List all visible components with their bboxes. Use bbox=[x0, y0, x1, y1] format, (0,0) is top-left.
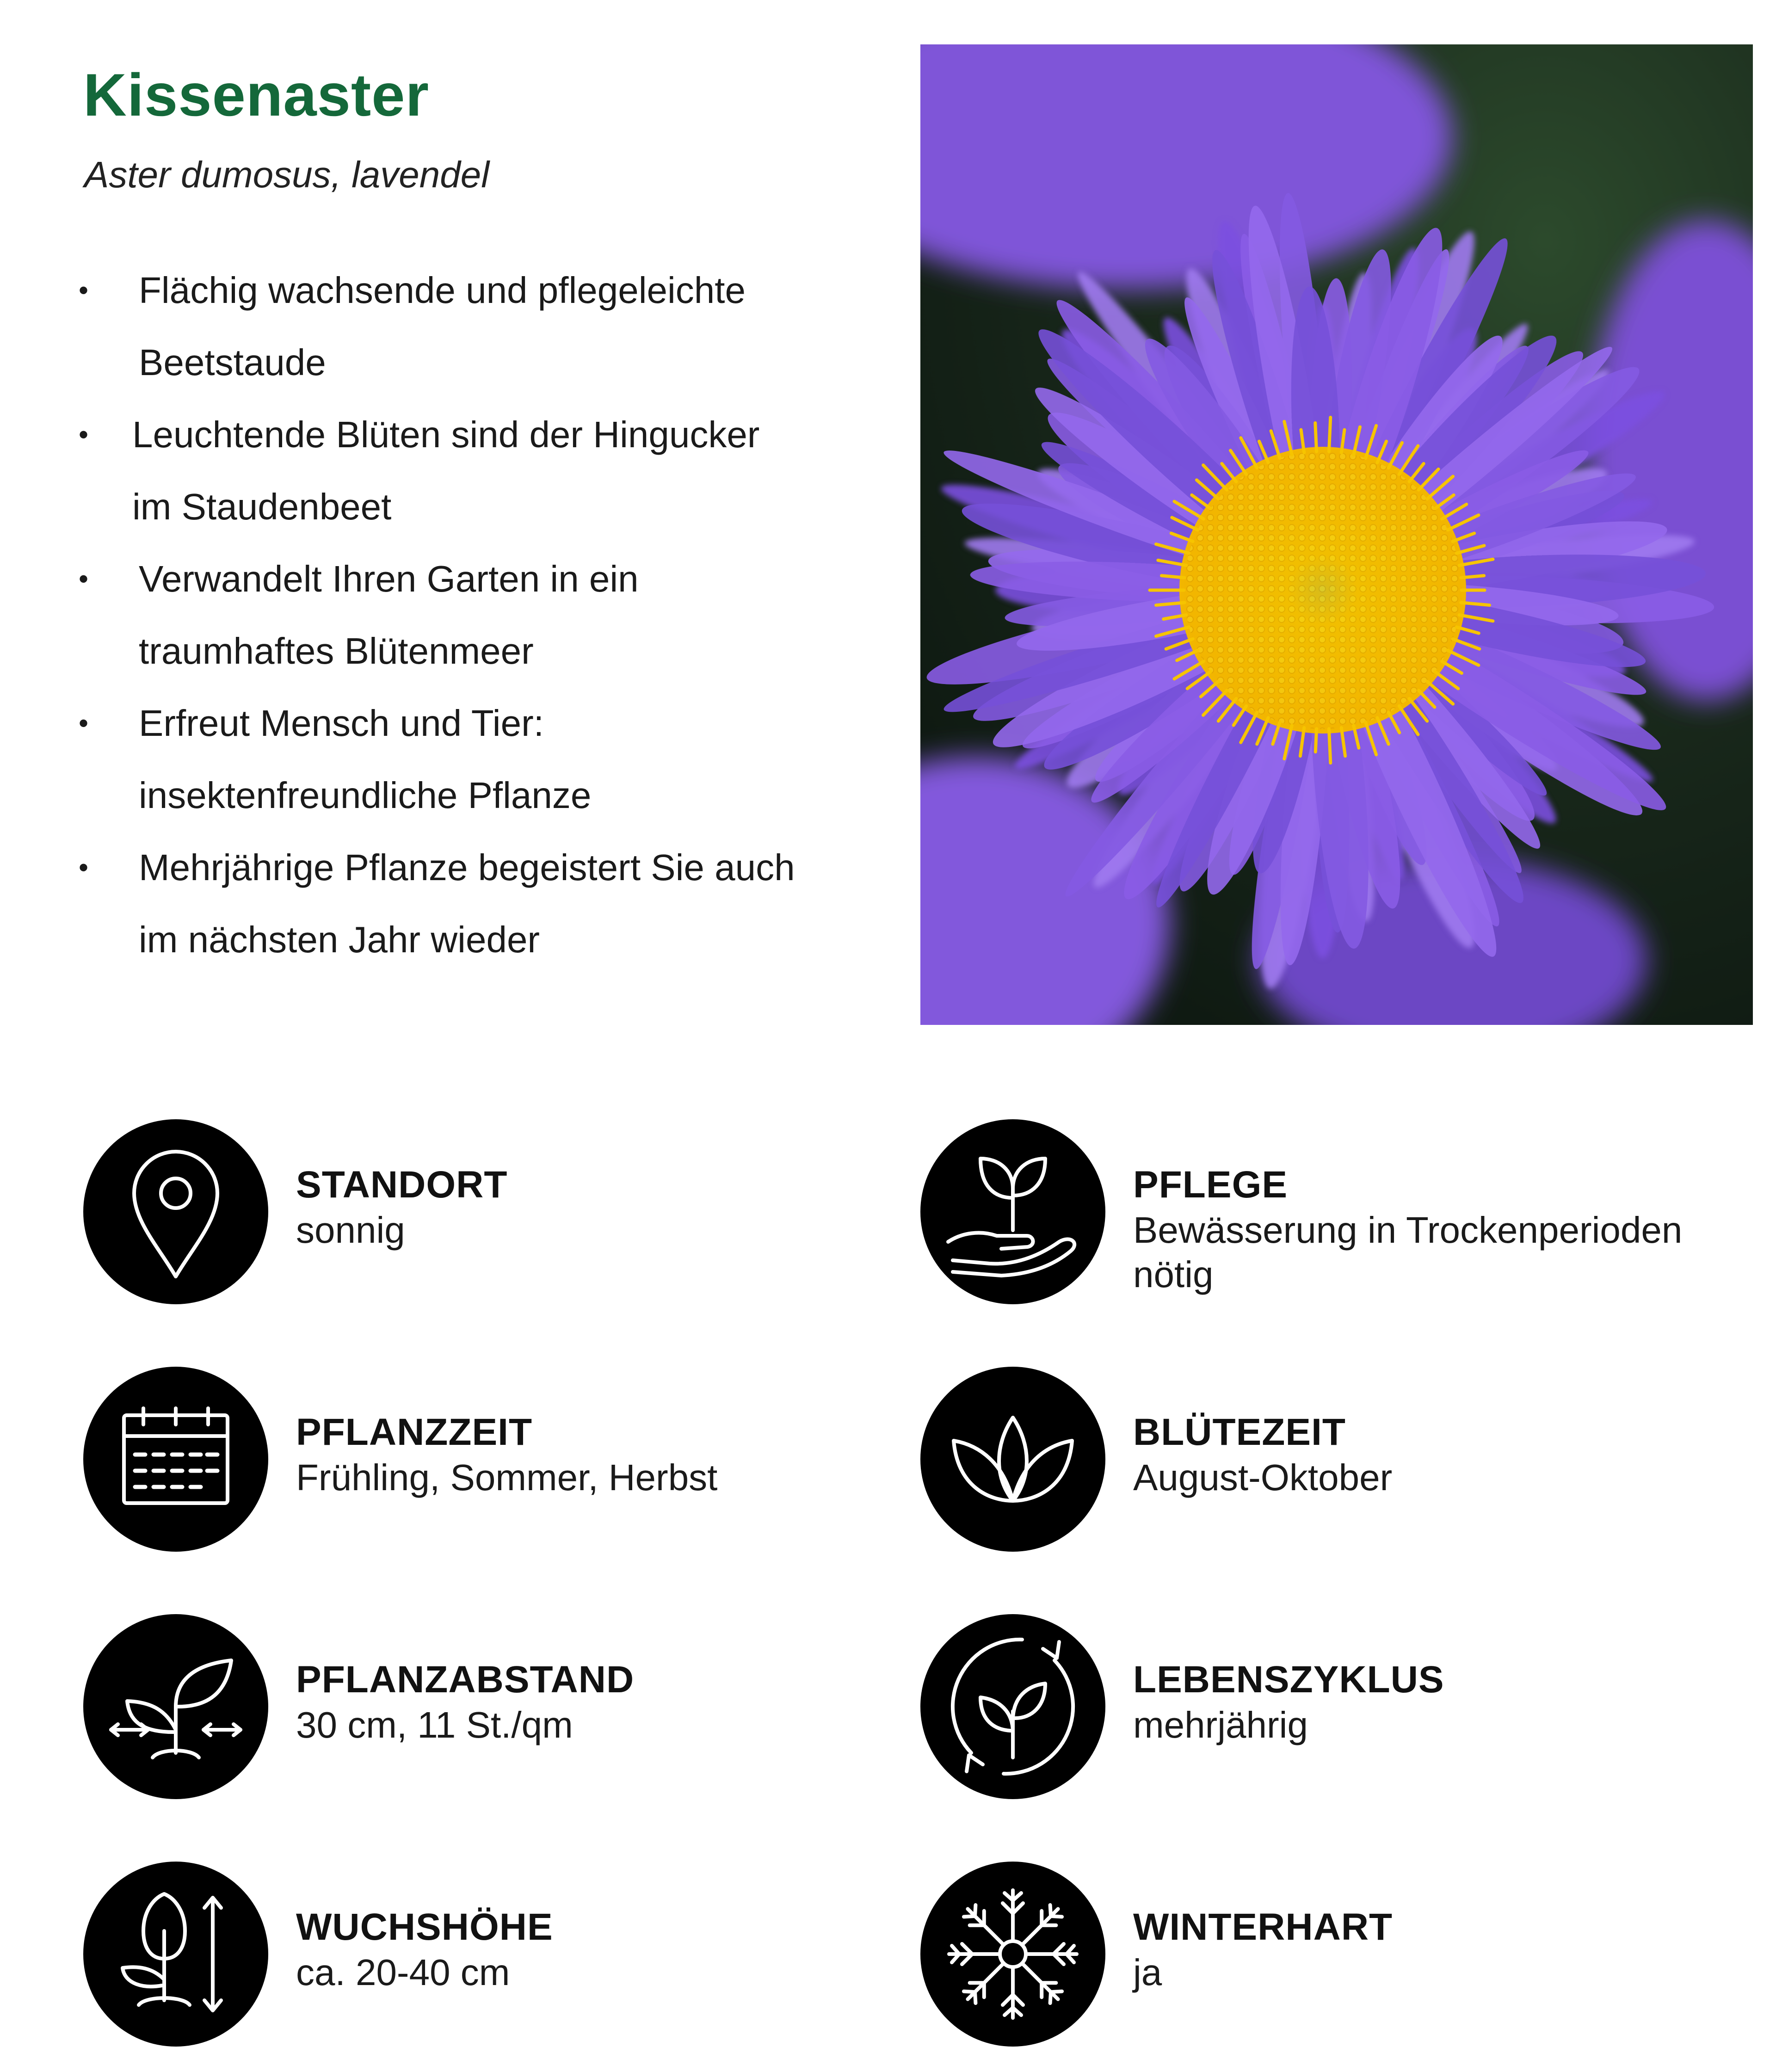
feature-value: Frühling, Sommer, Herbst bbox=[296, 1457, 718, 1498]
plant-in-hand-icon bbox=[920, 1119, 1105, 1304]
bullet-dot: • bbox=[79, 275, 89, 306]
feature-wuchshoehe bbox=[83, 1862, 906, 2047]
snowflake-icon bbox=[920, 1862, 1105, 2047]
feature-label: PFLEGE bbox=[1133, 1164, 1288, 1206]
location-pin-icon bbox=[83, 1119, 268, 1304]
bullet-item: • Erfreut Mensch und Tier: insektenfreundliche Pflanze bbox=[79, 687, 865, 832]
life-cycle-icon bbox=[920, 1614, 1105, 1799]
feature-bluetezeit bbox=[920, 1367, 1744, 1552]
feature-label: STANDORT bbox=[296, 1164, 508, 1206]
calendar-icon bbox=[83, 1367, 268, 1552]
feature-label: PFLANZABSTAND bbox=[296, 1659, 635, 1701]
feature-label: PFLANZZEIT bbox=[296, 1411, 533, 1453]
feature-value: August-Oktober bbox=[1133, 1457, 1393, 1498]
feature-value: Bewässerung in Trockenperioden bbox=[1133, 1209, 1683, 1251]
feature-pflanzzeit bbox=[83, 1367, 906, 1552]
product-title: Kissenaster bbox=[83, 61, 430, 129]
feature-pflege bbox=[920, 1119, 1744, 1304]
bullet-dot: • bbox=[79, 852, 89, 883]
bullet-item: • Leuchtende Blüten sind der Hingucker im Staudenbeet bbox=[79, 399, 865, 543]
product-subtitle: Aster dumosus, lavendel bbox=[84, 154, 490, 195]
feature-label: LEBENSZYKLUS bbox=[1133, 1659, 1444, 1701]
plant-spacing-icon bbox=[83, 1614, 268, 1799]
bullet-item: • Verwandelt Ihren Garten in ein traumhaftes Blütenmeer bbox=[79, 543, 865, 687]
bullet-dot: • bbox=[79, 563, 89, 594]
feature-label: BLÜTEZEIT bbox=[1133, 1411, 1346, 1453]
feature-bullet-list bbox=[79, 254, 865, 976]
growth-height-icon bbox=[83, 1862, 268, 2047]
aster-flower-photo bbox=[920, 44, 1753, 1025]
bullet-dot: • bbox=[79, 419, 89, 450]
feature-pflanzabstand bbox=[83, 1614, 906, 1799]
feature-value: 30 cm, 11 St./qm bbox=[296, 1704, 573, 1745]
feature-value: mehrjährig bbox=[1133, 1704, 1308, 1745]
feature-label: WUCHSHÖHE bbox=[296, 1906, 553, 1948]
feature-winterhart bbox=[920, 1862, 1744, 2047]
feature-value: ja bbox=[1133, 1952, 1162, 1993]
bullet-item: • Flächig wachsende und pflegeleichte Beetstaude bbox=[79, 254, 865, 399]
feature-label: WINTERHART bbox=[1133, 1906, 1393, 1948]
feature-lebenszyklus bbox=[920, 1614, 1744, 1799]
feature-value: sonnig bbox=[296, 1209, 405, 1251]
bullet-item: • Mehrjährige Pflanze begeistert Sie auch im nächsten Jahr wieder bbox=[79, 832, 865, 976]
bullet-dot: • bbox=[79, 708, 89, 739]
feature-value: ca. 20-40 cm bbox=[296, 1952, 510, 1993]
feature-value: nötig bbox=[1133, 1254, 1214, 1295]
lotus-flower-icon bbox=[920, 1367, 1105, 1552]
feature-standort bbox=[83, 1119, 906, 1304]
